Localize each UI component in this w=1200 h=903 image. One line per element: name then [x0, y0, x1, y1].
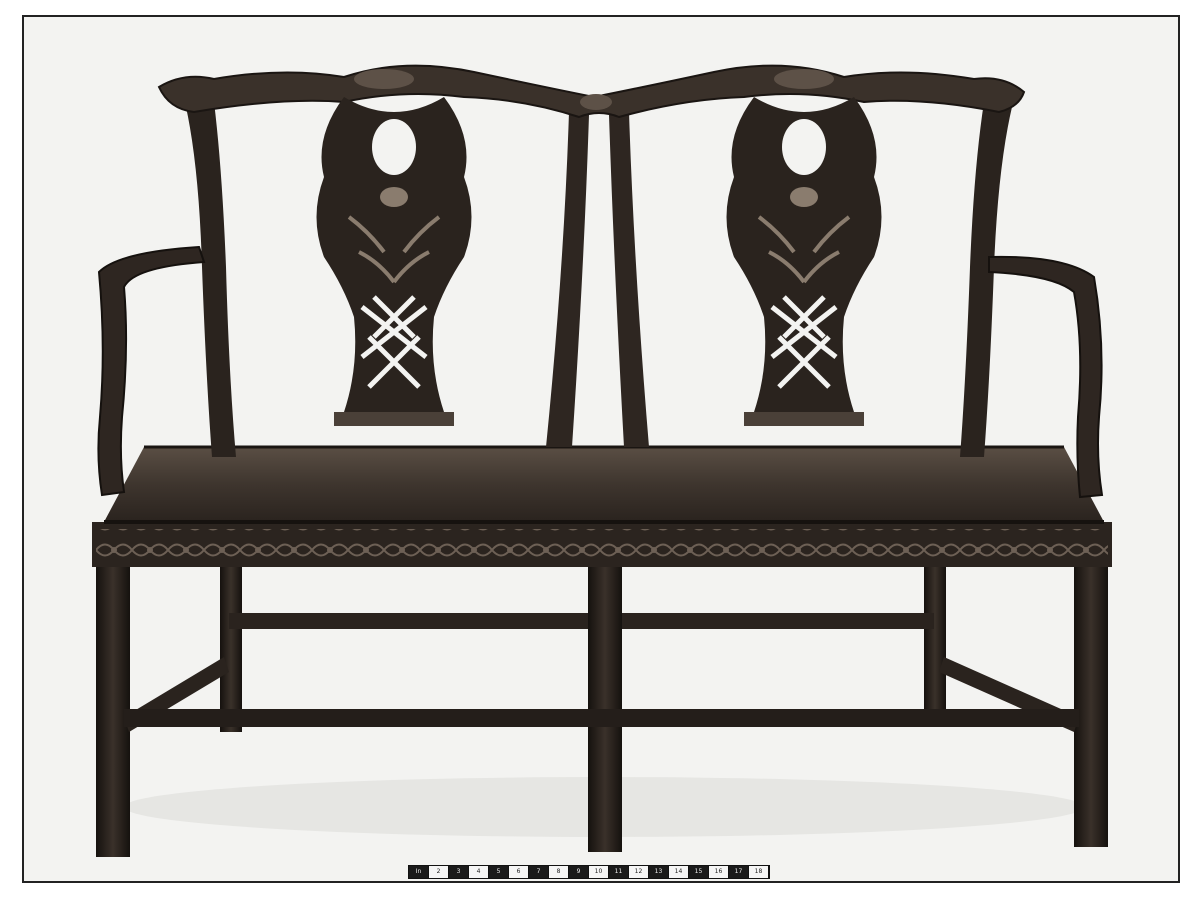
scale-tick: 2: [429, 866, 449, 878]
scale-tick: 3: [449, 866, 469, 878]
back-uprights: [186, 102, 1012, 457]
scale-tick: 13: [649, 866, 669, 878]
scale-tick: 10: [589, 866, 609, 878]
fretwork-band: [96, 529, 1108, 559]
settee-illustration: [24, 17, 1178, 881]
scale-tick: 17: [729, 866, 749, 878]
scale-tick: 5: [489, 866, 509, 878]
scale-tick: 16: [709, 866, 729, 878]
scale-tick: 15: [689, 866, 709, 878]
measuring-scale: [408, 865, 770, 879]
seat: [104, 447, 1104, 522]
crest-carving-left: [354, 69, 414, 89]
photo-plate: [22, 15, 1180, 883]
rear-frame: [220, 562, 946, 732]
scale-tick: In: [409, 866, 429, 878]
front-stretcher: [124, 709, 1079, 727]
scale-tick: 8: [549, 866, 569, 878]
scale-tick: 12: [629, 866, 649, 878]
scale-tick: 4: [469, 866, 489, 878]
scale-tick: 11: [609, 866, 629, 878]
left-splat: [317, 97, 472, 426]
scale-tick: 6: [509, 866, 529, 878]
scale-tick: 14: [669, 866, 689, 878]
crest-carving-center: [580, 94, 612, 110]
crest-carving-right: [774, 69, 834, 89]
scale-tick: 9: [569, 866, 589, 878]
right-splat: [727, 97, 882, 426]
scale-tick: 7: [529, 866, 549, 878]
scale-tick: 18: [749, 866, 769, 878]
